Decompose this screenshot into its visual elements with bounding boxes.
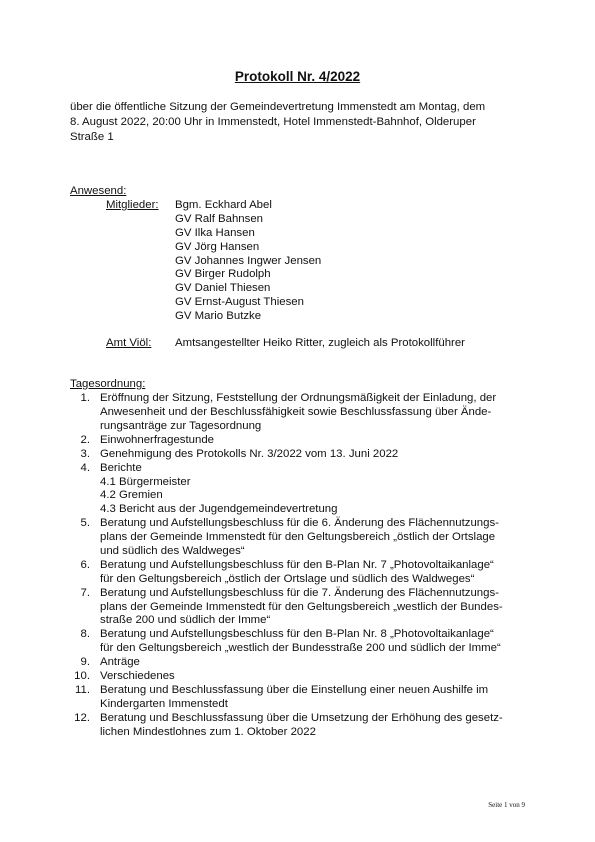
agenda-line: Kindergarten Immenstedt [100,698,228,711]
agenda-item [70,461,530,517]
agenda-line: Genehmigung des Protokolls Nr. 3/2022 vom 13. Juni 2022 [100,447,399,460]
agenda-item-number: 5. [80,517,90,530]
agenda-item-number: 6. [80,558,90,571]
amt-label: Amt Viöl: [106,337,152,349]
member-item: GV Birger Rudolph [175,268,271,281]
agenda-item-text [100,447,530,461]
agenda-line: Beratung und Beschlussfassung über die Umsetzung der Erhöhung des gesetz- [100,711,503,724]
agenda-line: Verschiedenes [100,670,175,683]
agenda-line: plans der Gemeinde Immenstedt für den Geltungsbereich „östlich der Ortslage [100,531,496,544]
agenda-item-text [100,391,530,433]
agenda-heading: Tagesordnung: [70,378,146,390]
agenda-line: Beratung und Aufstellungsbeschluss für die 6. Änderung des Flächennutzungs- [100,517,499,530]
agenda-line: Einwohnerfragestunde [100,433,214,446]
agenda-line: Beratung und Aufstellungsbeschluss für den B-Plan Nr. 7 „Photovoltaikanlage“ [100,558,494,571]
agenda-item [70,433,530,447]
agenda-item [70,516,530,558]
member-item: GV Ilka Hansen [175,226,255,239]
agenda-line: für den Geltungsbereich „westlich der Bundesstraße 200 und südlich der Imme“ [100,642,501,655]
agenda-item-text [100,669,530,683]
agenda-item-text [100,655,530,669]
agenda-item-number: 4. [80,461,90,474]
agenda-subitem: 4.2 Gremien [100,489,163,502]
agenda-item [70,586,530,628]
page-title: Protokoll Nr. 4/2022 [234,69,361,84]
member-item: GV Johannes Ingwer Jensen [175,254,322,267]
agenda-line: für den Geltungsbereich „östlich der Ortslage und südlich des Waldweges“ [100,572,475,585]
agenda-item-number: 12. [74,711,90,724]
agenda-item [70,655,530,669]
agenda-item [70,391,530,433]
agenda-item-text [100,627,530,655]
agenda-item-number: 11. [75,684,90,697]
intro-line: Straße 1 [70,131,114,143]
member-item: GV Jörg Hansen [175,240,260,253]
agenda-subitem: 4.3 Bericht aus der Jugendgemeindevertretung [100,503,338,516]
agenda-item-text [100,516,530,558]
agenda-item-number: 3. [80,447,90,460]
mitglieder-label: Mitglieder: [106,199,159,211]
agenda-item [70,558,530,586]
agenda-item-text [100,558,530,586]
agenda-item [70,683,530,711]
agenda-item-number: 8. [80,628,90,641]
agenda-line: Berichte [100,461,142,474]
amt-text: Amtsangestellter Heiko Ritter, zugleich als Protokollführer [175,337,465,349]
agenda-item [70,669,530,683]
agenda-item-text [100,586,530,628]
agenda-item-text [100,683,530,711]
agenda-item [70,711,530,739]
agenda-item-number: 7. [80,586,90,599]
agenda-line: Beratung und Aufstellungsbeschluss für den B-Plan Nr. 8 „Photovoltaikanlage“ [100,628,494,641]
agenda-line: straße 200 und südlich der Imme“ [100,614,271,627]
agenda-line: Beratung und Beschlussfassung über die Einstellung einer neuen Aushilfe im [100,684,489,697]
agenda-subitem: 4.1 Bürgermeister [100,475,191,488]
member-item: Bgm. Eckhard Abel [175,199,272,211]
member-item: GV Ernst-August Thiesen [175,296,304,309]
agenda-line: Beratung und Aufstellungsbeschluss für die 7. Änderung des Flächennutzungs- [100,586,499,599]
anwesend-label: Anwesend: [70,185,127,197]
agenda-line: rungsanträge zur Tagesordnung [100,419,262,432]
agenda-item-number: 1. [80,392,90,404]
agenda-item-number: 9. [80,656,90,669]
member-item: GV Ralf Bahnsen [175,212,264,225]
agenda-item-text [100,461,530,517]
agenda-item [70,627,530,655]
agenda-list [70,391,530,739]
page-footer: Seite 1 von 9 [488,801,525,809]
agenda-item-number: 10. [74,670,90,683]
agenda-item-number: 2. [80,433,90,446]
member-item: GV Daniel Thiesen [175,282,271,295]
agenda-line: Anträge [100,656,140,669]
agenda-line: und südlich des Waldweges“ [100,545,245,558]
member-item: GV Mario Butzke [175,310,262,323]
agenda-item [70,447,530,461]
agenda-item-text [100,433,530,447]
intro-line: 8. August 2022, 20:00 Uhr in Immenstedt, Hotel Immenstedt-Bahnhof, Olderuper [70,116,476,128]
intro-line: über die öffentliche Sitzung der Gemeindevertretung Immenstedt am Montag, dem [70,101,486,113]
agenda-line: plans der Gemeinde Immenstedt für den Geltungsbereich „westlich der Bundes- [100,600,503,613]
agenda-item-text [100,711,530,739]
agenda-line: Eröffnung der Sitzung, Feststellung der Ordnungsmäßigkeit der Einladung, der [100,392,497,404]
agenda-line: Anwesenheit und der Beschlussfähigkeit sowie Beschlussfassung über Ände- [100,405,492,418]
agenda-line: lichen Mindestlohnes zum 1. Oktober 2022 [100,725,316,738]
intro-paragraph [70,100,530,145]
members-list [175,198,321,323]
